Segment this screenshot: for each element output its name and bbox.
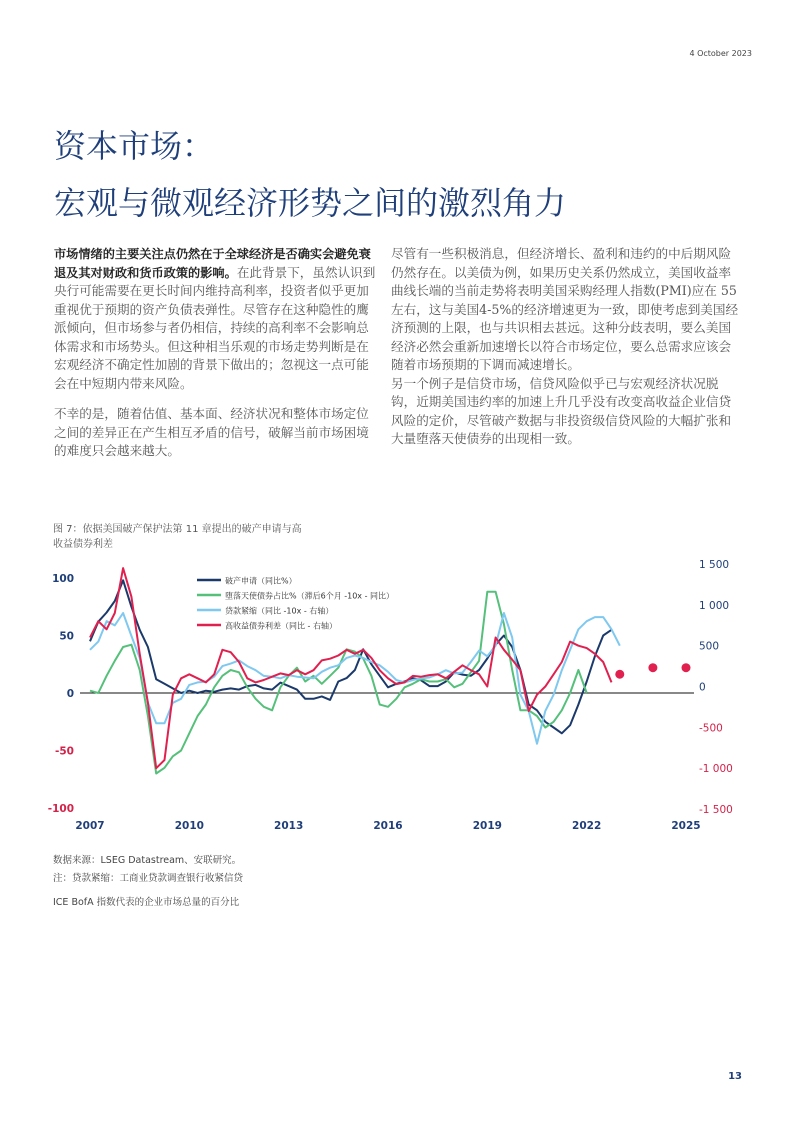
y-right-tick-label: -1 500 [699, 804, 733, 816]
note-1: 注：贷款紧缩：工商业贷款调查银行收紧信贷 [53, 873, 244, 884]
page-title-line1: 资本市场： [54, 127, 215, 165]
forecast-point [682, 663, 691, 672]
x-tick-label: 2007 [75, 820, 105, 832]
x-tick-label: 2019 [472, 820, 502, 832]
y-right-tick-label: 1 000 [699, 599, 730, 612]
legend-label: 贷款紧缩（同比 -10x - 右轴） [225, 606, 334, 616]
y-right-tick-label: 0 [699, 681, 706, 694]
figure-notes [53, 852, 243, 912]
body-right-column [391, 245, 741, 461]
page-title-line2: 宏观与微观经济形势之间的激烈角力 [54, 184, 567, 222]
body-left-column [54, 245, 378, 473]
y-left-tick-label: 100 [52, 573, 74, 585]
x-tick-label: 2016 [373, 820, 403, 832]
lead-sentence: 市场情绪的主要关注点仍然在于全球经济是否确实会避免衰退及其对财政和货币政策的影响。 [54, 247, 371, 280]
paragraph-1 [54, 245, 378, 393]
report-date: 4 October 2023 [689, 49, 752, 58]
legend-label: 破产申请（同比%） [225, 576, 297, 586]
paragraph-1-text: 在此背景下，虽然认识到央行可能需要在更长时间内维持高利率，投资者似乎更加重视优于预期的资产负债表弹性。尽管存在这种隐性的鹰派倾向，但市场参与者仍相信，持续的高利率不会影响总体需求和市场势头。但这种相当乐观的市场走势判断是在宏观经济不确定性加剧的背景下做出的；忽视这一点可能会在中短期内带来风险。 [54, 264, 376, 391]
paragraph-2: 不幸的是，随着估值、基本面、经济状况和整体市场定位之间的差异正在产生相互矛盾的信号，破解当前市场困境的难度只会越来越大。 [54, 406, 369, 458]
forecast-point [615, 670, 624, 679]
y-right-tick-label: 500 [699, 640, 720, 653]
paragraph-3: 尽管有一些积极消息，但经济增长、盈利和违约的中后期风险仍然存在。以美债为例，如果历史关系仍然成立，美国收益率曲线长端的当前走势将表明美国采购经理人指数(PMI)应在 55 左右，这与美国4-5%的经济增速更为一致，即使考虑到美国经济预测的上限，也与共识相去甚远。这种分歧表明，要么美国经济必然会重新加速增长以符合市场定位，要么总需求应该会随着市场预期的下调而减速增长。 [391, 246, 739, 372]
y-right-tick-label: -500 [699, 722, 723, 735]
y-right-tick-label: -1 000 [699, 763, 733, 776]
x-tick-label: 2025 [671, 820, 701, 832]
source-note: 数据来源：LSEG Datastream、安联研究。 [53, 855, 242, 866]
x-tick-label: 2010 [174, 820, 204, 832]
page-number: 13 [728, 1071, 742, 1082]
legend-label: 堕落天使债券占比%（滞后6个月 -10x - 同比） [225, 591, 395, 601]
y-left-tick-label: 50 [59, 630, 74, 643]
bankruptcy-spread-chart [40, 552, 733, 842]
y-left-tick-label: 0 [66, 688, 74, 700]
y-left-tick-label: -50 [55, 745, 74, 758]
paragraph-4: 另一个例子是信贷市场，信贷风险似乎已与宏观经济状况脱钩，近期美国违约率的加速上升几乎没有改变高收益企业信贷风险的定价，尽管破产数据与非投资级信贷风险的大幅扩张和大量堕落天使债券的出现相一致。 [391, 375, 732, 446]
y-left-tick-label: -100 [47, 803, 74, 815]
forecast-point [648, 663, 657, 672]
x-tick-label: 2013 [274, 820, 304, 832]
figure-caption: 图 7：依据美国破产保护法第 11 章提出的破产申请与高收益债券利差 [53, 524, 302, 550]
legend-label: 高收益债券利差（同比 - 右轴） [225, 621, 337, 631]
note-2: ICE BofA 指数代表的企业市场总量的百分比 [53, 897, 240, 908]
x-tick-label: 2022 [572, 820, 602, 832]
y-right-tick-label: 1 500 [699, 559, 730, 571]
